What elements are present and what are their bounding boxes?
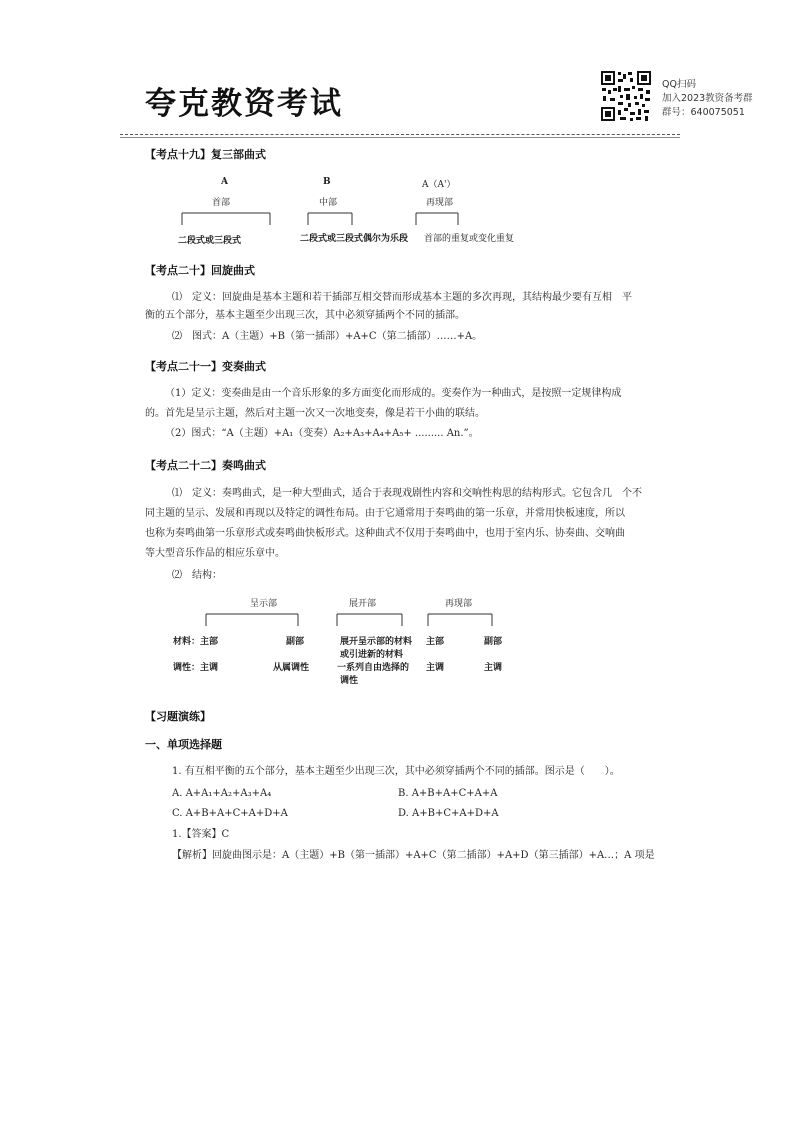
part-a-letter: A (221, 177, 228, 187)
tonality-label: 调性：主调 (173, 663, 219, 673)
recap-key1: 主调 (426, 663, 445, 673)
option-b: B. A+B+A+C+A+A (398, 788, 498, 799)
paragraph-line: （2）图式：“A（主题）+A₁（变奏）A₂+A₃+A₄+A₅+ ......... An.”。 (165, 428, 479, 439)
section-title-k21: 【考点二十一】变奏曲式 (145, 360, 266, 373)
ternary-form-diagram (140, 175, 520, 250)
qr-caption-line: 群号：640075051 (662, 107, 745, 118)
question-text: 1. 有互相平衡的五个部分，基本主题至少出现三次，其中必须穿插两个不同的插部。图示是（ ）。 (172, 766, 620, 777)
sonata-brackets (170, 610, 520, 632)
part-b-letter: B (323, 177, 331, 187)
qr-caption (662, 78, 753, 120)
development-desc2: 或引进新的材料 (340, 650, 404, 660)
option-c: C. A+B+A+C+A+D+A (172, 808, 288, 819)
recap-subject1: 主部 (426, 637, 445, 647)
paragraph-line: （1）定义：变奏曲是由一个音乐形象的多方面变化而形成的。变奏作为一种曲式，是按照一定规律构成 (165, 388, 622, 399)
exercise-title: 【习题演练】 (145, 710, 211, 723)
development-desc4: 调性 (340, 676, 359, 686)
part-a-name: 首部 (212, 198, 231, 208)
recap-subject2: 副部 (484, 637, 503, 647)
part-b-name: 中部 (319, 198, 338, 208)
recapitulation-label: 再现部 (445, 599, 473, 609)
paragraph-line: ⑵ 图式：A（主题）+B（第一插部）+A+C（第二插部）……+A。 (172, 331, 483, 342)
exposition-subject2: 副部 (286, 637, 305, 647)
option-a: A. A+A₁+A₂+A₃+A₄ (172, 788, 272, 799)
section-title-k22: 【考点二十二】奏鸣曲式 (145, 459, 266, 472)
exposition-label: 呈示部 (250, 599, 278, 609)
paragraph-line: ⑵ 结构： (172, 570, 222, 581)
paragraph-line: 同主题的呈示、发展和再现以及特定的调性布局。由于它通常用于奏鸣曲的第一乐章，并常用快板速度，所以 (145, 508, 625, 519)
option-d: D. A+B+C+A+D+A (398, 808, 499, 819)
part-c-letter: A（A'） (422, 180, 456, 190)
qr-caption-line: 加入2023教资备考群 (662, 93, 753, 104)
part-b-desc: 二段式或三段式偶尔为乐段 (300, 234, 409, 244)
section-heading: 一、单项选择题 (145, 738, 222, 751)
analysis-text: 【解析】回旋曲图示是：A（主题）+B（第一插部）+A+C（第二插部）+A+D（第三插部）+A…；A 项是 (172, 850, 655, 861)
qr-code (600, 70, 652, 122)
paragraph-line: ⑴ 定义：回旋曲是基本主题和若干插部互相交替而形成基本主题的多次再现，其结构最少要有互相 平 (172, 292, 632, 303)
paragraph-line: 也称为奏鸣曲第一乐章形式或奏鸣曲快板形式。这种曲式不仅用于奏鸣曲中，也用于室内乐、协奏曲、交响曲 (145, 528, 625, 539)
section-title-k20: 【考点二十】回旋曲式 (145, 264, 255, 277)
sonata-form-diagram (170, 592, 520, 692)
diagram-brackets (140, 211, 520, 233)
part-c-desc: 首部的重复或变化重复 (424, 234, 515, 244)
part-c-name: 再现部 (426, 198, 454, 208)
material-label: 材料：主部 (173, 637, 219, 647)
exposition-key2: 从属调性 (273, 663, 310, 673)
paragraph-line: 衡的五个部分，基本主题至少出现三次，其中必须穿插两个不同的插部。 (145, 310, 465, 321)
paragraph-line: 的。首先是呈示主题，然后对主题一次又一次地变奏，像是若干小曲的联结。 (145, 408, 485, 419)
development-desc1: 展开呈示部的材料 (340, 637, 413, 647)
recap-key2: 主调 (484, 663, 503, 673)
answer-text: 1.【答案】C (172, 829, 230, 840)
header-divider-solid (120, 137, 680, 138)
header-divider (120, 134, 680, 135)
qr-caption-line: QQ扫码 (662, 79, 696, 90)
brand-title: 夸克教资考试 (145, 86, 343, 122)
development-label: 展开部 (349, 599, 377, 609)
section-title-k19: 【考点十九】复三部曲式 (145, 148, 266, 161)
development-desc3: 一系列自由选择的 (337, 663, 410, 673)
paragraph-line: ⑴ 定义：奏鸣曲式，是一种大型曲式，适合于表现戏剧性内容和交响性构思的结构形式。它包含几 个不 (172, 488, 642, 499)
paragraph-line: 等大型音乐作品的相应乐章中。 (145, 548, 285, 559)
part-a-desc: 二段式或三段式 (178, 236, 242, 246)
